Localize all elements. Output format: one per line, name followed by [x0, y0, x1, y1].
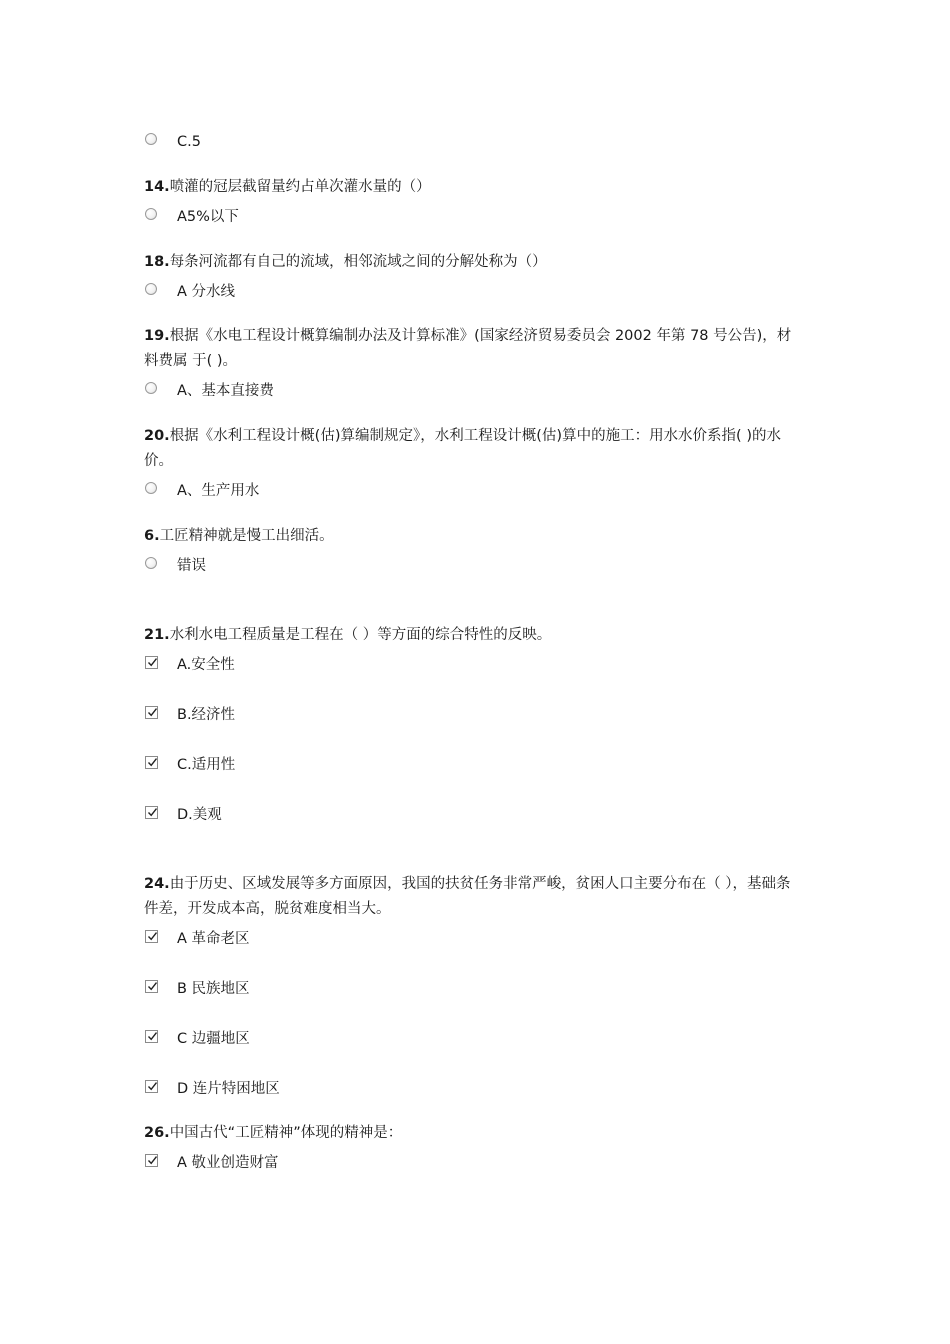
question-number: 21.: [144, 627, 170, 643]
checkbox-checked-icon[interactable]: [145, 706, 158, 719]
question-number: 6.: [144, 528, 160, 544]
question-body: 由于历史、区域发展等多方面原因，我国的扶贫任务非常严峻，贫困人口主要分布在（ ），基础条件差，开发成本高，脱贫难度相当大。: [144, 876, 791, 917]
question-text: [144, 324, 804, 374]
checkbox-checked-icon[interactable]: [145, 1080, 158, 1093]
option-label: A、生产用水: [177, 483, 260, 499]
option-label: A5%以下: [177, 209, 239, 225]
question-body: 水利水电工程质量是工程在（ ）等方面的综合特性的反映。: [169, 627, 552, 643]
option-label: B.经济性: [177, 707, 236, 723]
question-number: 24.: [144, 876, 170, 892]
radio-button-icon[interactable]: [145, 208, 157, 220]
radio-button-icon[interactable]: [145, 557, 157, 569]
radio-button-icon[interactable]: [145, 482, 157, 494]
option-label: A 分水线: [177, 284, 236, 300]
option-label: D 连片特困地区: [177, 1081, 280, 1097]
question-body: 喷灌的冠层截留量约占单次灌水量的（）: [169, 179, 431, 195]
question-body: 每条河流都有自己的流域，相邻流域之间的分解处称为（）: [169, 254, 547, 270]
option-label: C.5: [177, 134, 201, 150]
checkbox-checked-icon[interactable]: [145, 656, 158, 669]
question-body: 根据《水利工程设计概(估)算编制规定》，水利工程设计概(估)算中的施工：用水水价系指( )的水价。: [144, 428, 781, 469]
radio-button-icon[interactable]: [145, 382, 157, 394]
question-number: 14.: [144, 179, 170, 195]
checkbox-checked-icon[interactable]: [145, 1154, 158, 1167]
option-label: 错误: [177, 558, 206, 574]
checkbox-checked-icon[interactable]: [145, 806, 158, 819]
question-number: 26.: [144, 1125, 170, 1141]
checkbox-checked-icon[interactable]: [145, 980, 158, 993]
question-text: [144, 1121, 804, 1146]
question-text: [144, 250, 804, 275]
checkbox-checked-icon[interactable]: [145, 1030, 158, 1043]
radio-button-icon[interactable]: [145, 283, 157, 295]
question-text: [144, 524, 804, 549]
question-body: 根据《水电工程设计概算编制办法及计算标准》(国家经济贸易委员会 2002 年第 78 号公告)，材料费属 于( )。: [144, 328, 792, 369]
question-text: [144, 424, 804, 474]
option-label: B 民族地区: [177, 981, 250, 997]
question-number: 20.: [144, 428, 170, 444]
question-text: [144, 175, 804, 200]
question-body: 工匠精神就是慢工出细活。: [159, 528, 334, 544]
question-body: 中国古代“工匠精神”体现的精神是：: [169, 1125, 403, 1141]
option-label: A.安全性: [177, 657, 235, 673]
option-label: C 边疆地区: [177, 1031, 250, 1047]
option-label: A 革命老区: [177, 931, 250, 947]
question-text: [144, 623, 804, 648]
checkbox-checked-icon[interactable]: [145, 930, 158, 943]
checkbox-checked-icon[interactable]: [145, 756, 158, 769]
option-label: D.美观: [177, 807, 222, 823]
question-text: [144, 872, 804, 922]
option-label: A 敬业创造财富: [177, 1155, 279, 1171]
question-number: 19.: [144, 328, 170, 344]
radio-button-icon[interactable]: [145, 133, 157, 145]
question-number: 18.: [144, 254, 170, 270]
option-label: A、基本直接费: [177, 383, 274, 399]
option-label: C.适用性: [177, 757, 236, 773]
